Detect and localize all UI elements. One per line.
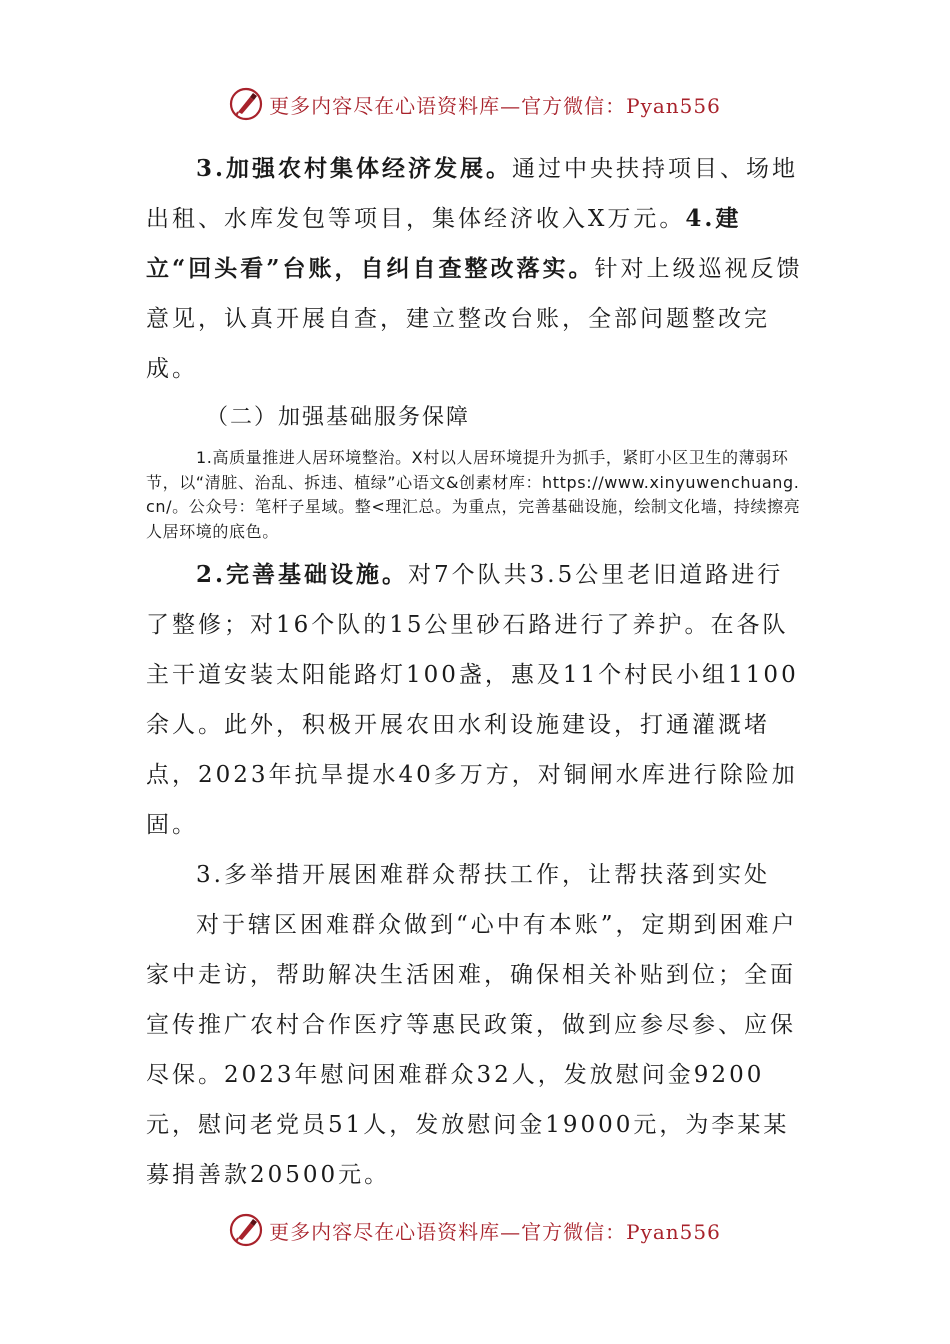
subsection-heading: 3.多举措开展困难群众帮扶工作，让帮扶落到实处 — [196, 862, 770, 888]
fountain-pen-icon — [229, 87, 263, 121]
paragraph-text: 针对上级巡视反馈意见，认真开展自查，建立整改台账，全部问题整改完成。 — [146, 256, 803, 382]
bold-heading: 3.加强农村集体经济发展。 — [196, 155, 513, 182]
footer-watermark-banner — [0, 1208, 950, 1252]
bold-heading: 4.建立“回头看”台账，自纠自查整改落实。 — [146, 205, 742, 282]
bold-heading: 2.完善基础设施。 — [196, 561, 409, 588]
paragraph-assistance: 对于辖区困难群众做到“心中有本账”，定期到困难户家中走访，帮助解决生活困难，确保相关补贴到位；全面宣传推广农村合作医疗等惠民政策，做到应参尽参、应保尽保。2023年慰问困难群众32人，发放慰问金9200元，慰问老党员51人，发放慰问金19000元，为李某某募捐善款20500元。 — [146, 912, 798, 1188]
paragraph-collective-economy — [146, 144, 806, 394]
paragraph-text: 对7个队共3.5公里老旧道路进行了整修；对16个队的15公里砂石路进行了养护。在各队主干道安装太阳能路灯100盏，惠及11个村民小组1100余人。此外，积极开展农田水利设施建设，打通灌溉堵点，2023年抗旱提水40多万方，对铜闸水库进行除险加固。 — [146, 562, 799, 838]
small-paragraph-environment — [146, 446, 806, 544]
paragraph-text: 通过中央扶持项目、场地出租、水库发包等项目，集体经济收入X万元。 — [146, 156, 799, 232]
section-heading: （二）加强基础服务保障 — [206, 405, 471, 430]
header-watermark-banner — [0, 82, 950, 126]
watermark-text: 更多内容尽在心语资料库—官方微信：Pyan556 — [269, 93, 721, 118]
fountain-pen-icon — [229, 1213, 263, 1247]
paragraph-text: 1.高质量推进人居环境整治。X村以人居环境提升为抓手，紧盯小区卫生的薄弱环节，以“清脏、治乱、拆违、植绿”心语文&创素材库：https://www.xinyuwenchuang.cn/。公众号：笔杆子星域。整<理汇总。为重点，完善基础设施，绘制文化墙，持续擦亮人居环境的底色。 — [146, 448, 801, 541]
watermark-text: 更多内容尽在心语资料库—官方微信：Pyan556 — [269, 1219, 721, 1244]
paragraph-infrastructure — [146, 550, 806, 850]
document-body — [146, 144, 806, 1200]
